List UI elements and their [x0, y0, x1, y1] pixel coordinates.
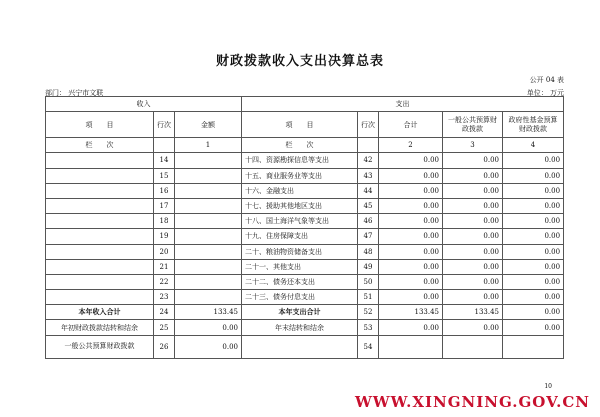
expense-row-no: 45	[358, 198, 379, 213]
expense-row-no: 48	[358, 244, 379, 259]
income-row-no: 23	[154, 290, 175, 305]
last-out-no: 54	[358, 335, 379, 358]
expense-item: 十五、商业服务业等支出	[242, 168, 358, 183]
general-budget-cell: 0.00	[443, 214, 503, 229]
income-column-label: 栏 次	[46, 138, 154, 153]
general-budget-cell: 0.00	[443, 274, 503, 289]
header-row-1	[46, 97, 564, 112]
general-budget-cell: 0.00	[443, 153, 503, 168]
department-label: 部门： 兴宁市文联	[45, 89, 104, 97]
unit-label: 单位： 万元	[526, 89, 564, 97]
header-row-2	[46, 112, 564, 138]
expense-item: 二十一、其他支出	[242, 259, 358, 274]
income-amount	[175, 214, 242, 229]
gov-fund-cell: 0.00	[503, 274, 564, 289]
expense-item: 二十、粮油物资储备支出	[242, 244, 358, 259]
income-item	[46, 183, 154, 198]
income-item	[46, 229, 154, 244]
general-budget-header: 一般公共预算财政拨款	[443, 112, 503, 138]
general-budget-cell: 0.00	[443, 183, 503, 198]
expense-total: 133.45	[379, 305, 443, 320]
gov-fund-cell: 0.00	[503, 168, 564, 183]
expense-row-no: 44	[358, 183, 379, 198]
expense-total-cell: 0.00	[379, 183, 443, 198]
income-header: 收入	[46, 97, 242, 112]
income-amount	[175, 229, 242, 244]
general-budget-cell: 0.00	[443, 290, 503, 305]
income-item	[46, 214, 154, 229]
expense-total-cell: 0.00	[379, 274, 443, 289]
expense-header: 支出	[242, 97, 564, 112]
expense-total-no: 52	[358, 305, 379, 320]
income-total-amount: 133.45	[175, 305, 242, 320]
income-row-no: 18	[154, 214, 175, 229]
site-watermark: WWW.XINGNING.GOV.CN	[354, 393, 590, 411]
expense-row-no-header: 行次	[358, 112, 379, 138]
income-amount	[175, 244, 242, 259]
income-item	[46, 244, 154, 259]
expense-item: 十四、资源勘探信息等支出	[242, 153, 358, 168]
table-row	[46, 290, 564, 305]
general-budget-cell: 0.00	[443, 259, 503, 274]
expense-item: 二十三、债务付息支出	[242, 290, 358, 305]
gov-fund-header: 政府性基金预算财政拨款	[503, 112, 564, 138]
table-row	[46, 229, 564, 244]
expense-row-no: 50	[358, 274, 379, 289]
empty-cell	[242, 335, 358, 358]
income-amount	[175, 259, 242, 274]
column-number-row	[46, 138, 564, 153]
income-item	[46, 153, 154, 168]
general-budget-amount: 0.00	[175, 335, 242, 358]
expense-column-label: 栏 次	[242, 138, 358, 153]
income-row-no: 22	[154, 274, 175, 289]
income-amount	[175, 274, 242, 289]
expense-total-cell: 0.00	[379, 259, 443, 274]
page-number: 10	[544, 383, 552, 390]
general-budget-row	[46, 335, 564, 358]
income-row-no: 19	[154, 229, 175, 244]
expense-row-no: 51	[358, 290, 379, 305]
income-amount	[175, 168, 242, 183]
form-code: 公开 04 表	[529, 76, 564, 84]
income-item	[46, 198, 154, 213]
general-budget-cell: 0.00	[443, 244, 503, 259]
empty-cell	[443, 335, 503, 358]
expense-total-cell: 0.00	[379, 214, 443, 229]
gov-fund-cell: 0.00	[503, 259, 564, 274]
expense-total-cell: 0.00	[379, 290, 443, 305]
income-item	[46, 168, 154, 183]
gov-fund-cell: 0.00	[503, 229, 564, 244]
table-row	[46, 274, 564, 289]
carry-out-fund: 0.00	[503, 320, 564, 335]
expense-item: 十六、金融支出	[242, 183, 358, 198]
expense-row-no: 42	[358, 153, 379, 168]
gov-fund-cell: 0.00	[503, 183, 564, 198]
general-budget-cell: 0.00	[443, 229, 503, 244]
col-1: 1	[175, 138, 242, 153]
total-header: 合计	[379, 112, 443, 138]
income-item	[46, 259, 154, 274]
col-3: 3	[443, 138, 503, 153]
expense-row-no: 49	[358, 259, 379, 274]
income-item-header: 项 目	[46, 112, 154, 138]
gov-fund-cell: 0.00	[503, 244, 564, 259]
page-title: 财政拨款收入支出决算总表	[215, 54, 384, 69]
carry-out-label: 年末结转和结余	[242, 320, 358, 335]
expense-item: 十九、住房保障支出	[242, 229, 358, 244]
gov-fund-cell: 0.00	[503, 198, 564, 213]
expense-row-no: 43	[358, 168, 379, 183]
income-amount-header: 金额	[175, 112, 242, 138]
table-row	[46, 244, 564, 259]
budget-summary-table	[45, 96, 564, 359]
col-2: 2	[379, 138, 443, 153]
general-budget-cell: 0.00	[443, 198, 503, 213]
expense-total-fund: 0.00	[503, 305, 564, 320]
empty-cell	[379, 335, 443, 358]
expense-item-header: 项 目	[242, 112, 358, 138]
income-total-no: 24	[154, 305, 175, 320]
table-row	[46, 214, 564, 229]
expense-total-cell: 0.00	[379, 229, 443, 244]
gov-fund-cell: 0.00	[503, 214, 564, 229]
general-budget-cell: 0.00	[443, 168, 503, 183]
table-row	[46, 198, 564, 213]
carry-over-row	[46, 320, 564, 335]
carry-in-label: 年初财政拨款结转和结余	[46, 320, 154, 335]
income-row-no: 21	[154, 259, 175, 274]
expense-row-no: 46	[358, 214, 379, 229]
expense-item: 十七、援助其他地区支出	[242, 198, 358, 213]
income-row-no: 17	[154, 198, 175, 213]
income-row-no-header: 行次	[154, 112, 175, 138]
annual-total-row	[46, 305, 564, 320]
empty-cell	[154, 138, 175, 153]
carry-in-no: 25	[154, 320, 175, 335]
income-amount	[175, 153, 242, 168]
table-row	[46, 153, 564, 168]
table-row	[46, 183, 564, 198]
carry-in-amount: 0.00	[175, 320, 242, 335]
gov-fund-cell: 0.00	[503, 290, 564, 305]
expense-total-label: 本年支出合计	[242, 305, 358, 320]
general-budget-no: 26	[154, 335, 175, 358]
general-budget-label: 一般公共预算财政拨款	[46, 335, 154, 358]
carry-out-no: 53	[358, 320, 379, 335]
income-amount	[175, 290, 242, 305]
empty-cell	[503, 335, 564, 358]
income-total-label: 本年收入合计	[46, 305, 154, 320]
income-amount	[175, 198, 242, 213]
carry-out-general: 0.00	[443, 320, 503, 335]
income-item	[46, 290, 154, 305]
expense-total-cell: 0.00	[379, 153, 443, 168]
carry-out-total: 0.00	[379, 320, 443, 335]
empty-cell	[358, 138, 379, 153]
table-row	[46, 168, 564, 183]
expense-total-cell: 0.00	[379, 198, 443, 213]
income-row-no: 14	[154, 153, 175, 168]
income-row-no: 16	[154, 183, 175, 198]
income-row-no: 20	[154, 244, 175, 259]
gov-fund-cell: 0.00	[503, 153, 564, 168]
expense-total-general: 133.45	[443, 305, 503, 320]
expense-row-no: 47	[358, 229, 379, 244]
col-4: 4	[503, 138, 564, 153]
expense-total-cell: 0.00	[379, 168, 443, 183]
expense-item: 十八、国土海洋气象等支出	[242, 214, 358, 229]
expense-item: 二十二、债务还本支出	[242, 274, 358, 289]
expense-total-cell: 0.00	[379, 244, 443, 259]
income-amount	[175, 183, 242, 198]
income-row-no: 15	[154, 168, 175, 183]
table-row	[46, 259, 564, 274]
income-item	[46, 274, 154, 289]
